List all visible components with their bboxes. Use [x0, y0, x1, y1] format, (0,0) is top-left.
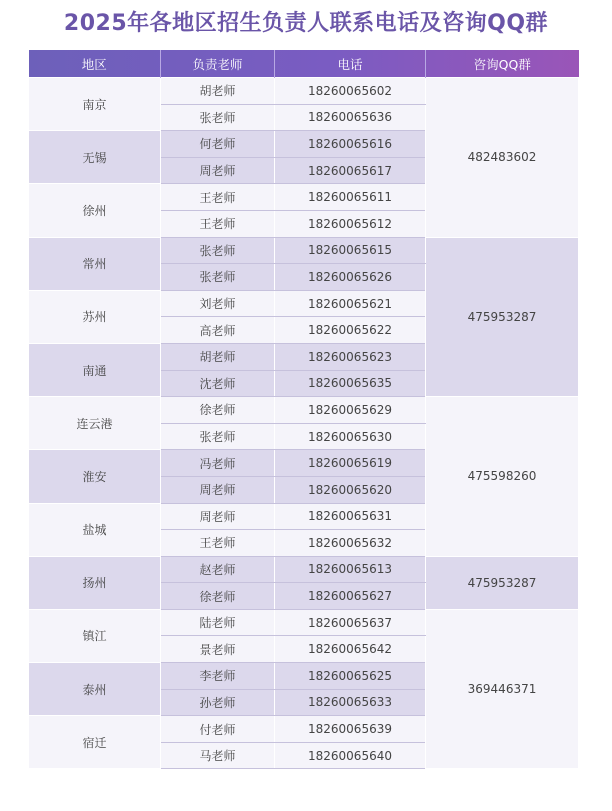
phone-cell: 18260065629: [275, 397, 426, 424]
phone-cell: 18260065632: [275, 530, 426, 557]
phone-cell: 18260065630: [275, 423, 426, 450]
region-cell: 常州: [29, 237, 161, 290]
header-teacher: 负责老师: [161, 50, 275, 78]
region-cell: 苏州: [29, 290, 161, 343]
teacher-cell: 马老师: [161, 742, 275, 769]
phone-cell: 18260065612: [275, 210, 426, 237]
teacher-cell: 孙老师: [161, 689, 275, 716]
teacher-cell: 张老师: [161, 104, 275, 131]
teacher-cell: 张老师: [161, 264, 275, 291]
phone-cell: 18260065613: [275, 556, 426, 583]
teacher-cell: 张老师: [161, 423, 275, 450]
region-cell: 盐城: [29, 503, 161, 556]
teacher-cell: 何老师: [161, 131, 275, 158]
phone-cell: 18260065623: [275, 343, 426, 370]
phone-cell: 18260065640: [275, 742, 426, 769]
teacher-cell: 付老师: [161, 716, 275, 743]
qq-group-cell: 482483602: [426, 78, 579, 238]
table-body: [29, 78, 579, 769]
teacher-cell: 陆老师: [161, 609, 275, 636]
phone-cell: 18260065602: [275, 78, 426, 105]
teacher-cell: 王老师: [161, 530, 275, 557]
teacher-cell: 李老师: [161, 663, 275, 690]
phone-cell: 18260065621: [275, 290, 426, 317]
phone-cell: 18260065633: [275, 689, 426, 716]
teacher-cell: 刘老师: [161, 290, 275, 317]
table-row: [29, 237, 579, 264]
qq-group-cell: 475953287: [426, 237, 579, 397]
region-cell: 连云港: [29, 397, 161, 450]
phone-cell: 18260065611: [275, 184, 426, 211]
teacher-cell: 徐老师: [161, 397, 275, 424]
teacher-cell: 赵老师: [161, 556, 275, 583]
phone-cell: 18260065617: [275, 157, 426, 184]
teacher-cell: 周老师: [161, 157, 275, 184]
phone-cell: 18260065636: [275, 104, 426, 131]
qq-group-cell: 369446371: [426, 609, 579, 769]
header-region: 地区: [29, 50, 161, 78]
teacher-cell: 胡老师: [161, 78, 275, 105]
phone-cell: 18260065631: [275, 503, 426, 530]
phone-cell: 18260065615: [275, 237, 426, 264]
teacher-cell: 沈老师: [161, 370, 275, 397]
table-row: [29, 556, 579, 583]
region-cell: 淮安: [29, 450, 161, 503]
region-cell: 徐州: [29, 184, 161, 237]
qq-group-cell: 475953287: [426, 556, 579, 609]
qq-group-cell: 475598260: [426, 397, 579, 557]
phone-cell: 18260065622: [275, 317, 426, 344]
teacher-cell: 周老师: [161, 503, 275, 530]
region-cell: 无锡: [29, 131, 161, 184]
phone-cell: 18260065625: [275, 663, 426, 690]
region-cell: 南通: [29, 343, 161, 396]
phone-cell: 18260065620: [275, 476, 426, 503]
table-row: [29, 609, 579, 636]
phone-cell: 18260065626: [275, 264, 426, 291]
region-cell: 镇江: [29, 609, 161, 662]
region-cell: 南京: [29, 78, 161, 131]
phone-cell: 18260065619: [275, 450, 426, 477]
region-cell: 泰州: [29, 663, 161, 716]
phone-cell: 18260065642: [275, 636, 426, 663]
phone-cell: 18260065627: [275, 583, 426, 610]
teacher-cell: 高老师: [161, 317, 275, 344]
teacher-cell: 胡老师: [161, 343, 275, 370]
phone-cell: 18260065616: [275, 131, 426, 158]
region-cell: 扬州: [29, 556, 161, 609]
teacher-cell: 徐老师: [161, 583, 275, 610]
phone-cell: 18260065639: [275, 716, 426, 743]
teacher-cell: 张老师: [161, 237, 275, 264]
table-row: [29, 78, 579, 105]
phone-cell: 18260065637: [275, 609, 426, 636]
table-header-row: [29, 50, 579, 78]
phone-cell: 18260065635: [275, 370, 426, 397]
header-qq-group: 咨询QQ群: [473, 56, 531, 72]
header-phone: 电话: [275, 50, 426, 78]
region-cell: 宿迁: [29, 716, 161, 769]
teacher-cell: 王老师: [161, 184, 275, 211]
page-title: 2025年各地区招生负责人联系电话及咨询QQ群: [63, 11, 549, 36]
teacher-cell: 周老师: [161, 476, 275, 503]
teacher-cell: 王老师: [161, 210, 275, 237]
contact-table: [28, 50, 579, 769]
teacher-cell: 景老师: [161, 636, 275, 663]
teacher-cell: 冯老师: [161, 450, 275, 477]
table-row: [29, 397, 579, 424]
